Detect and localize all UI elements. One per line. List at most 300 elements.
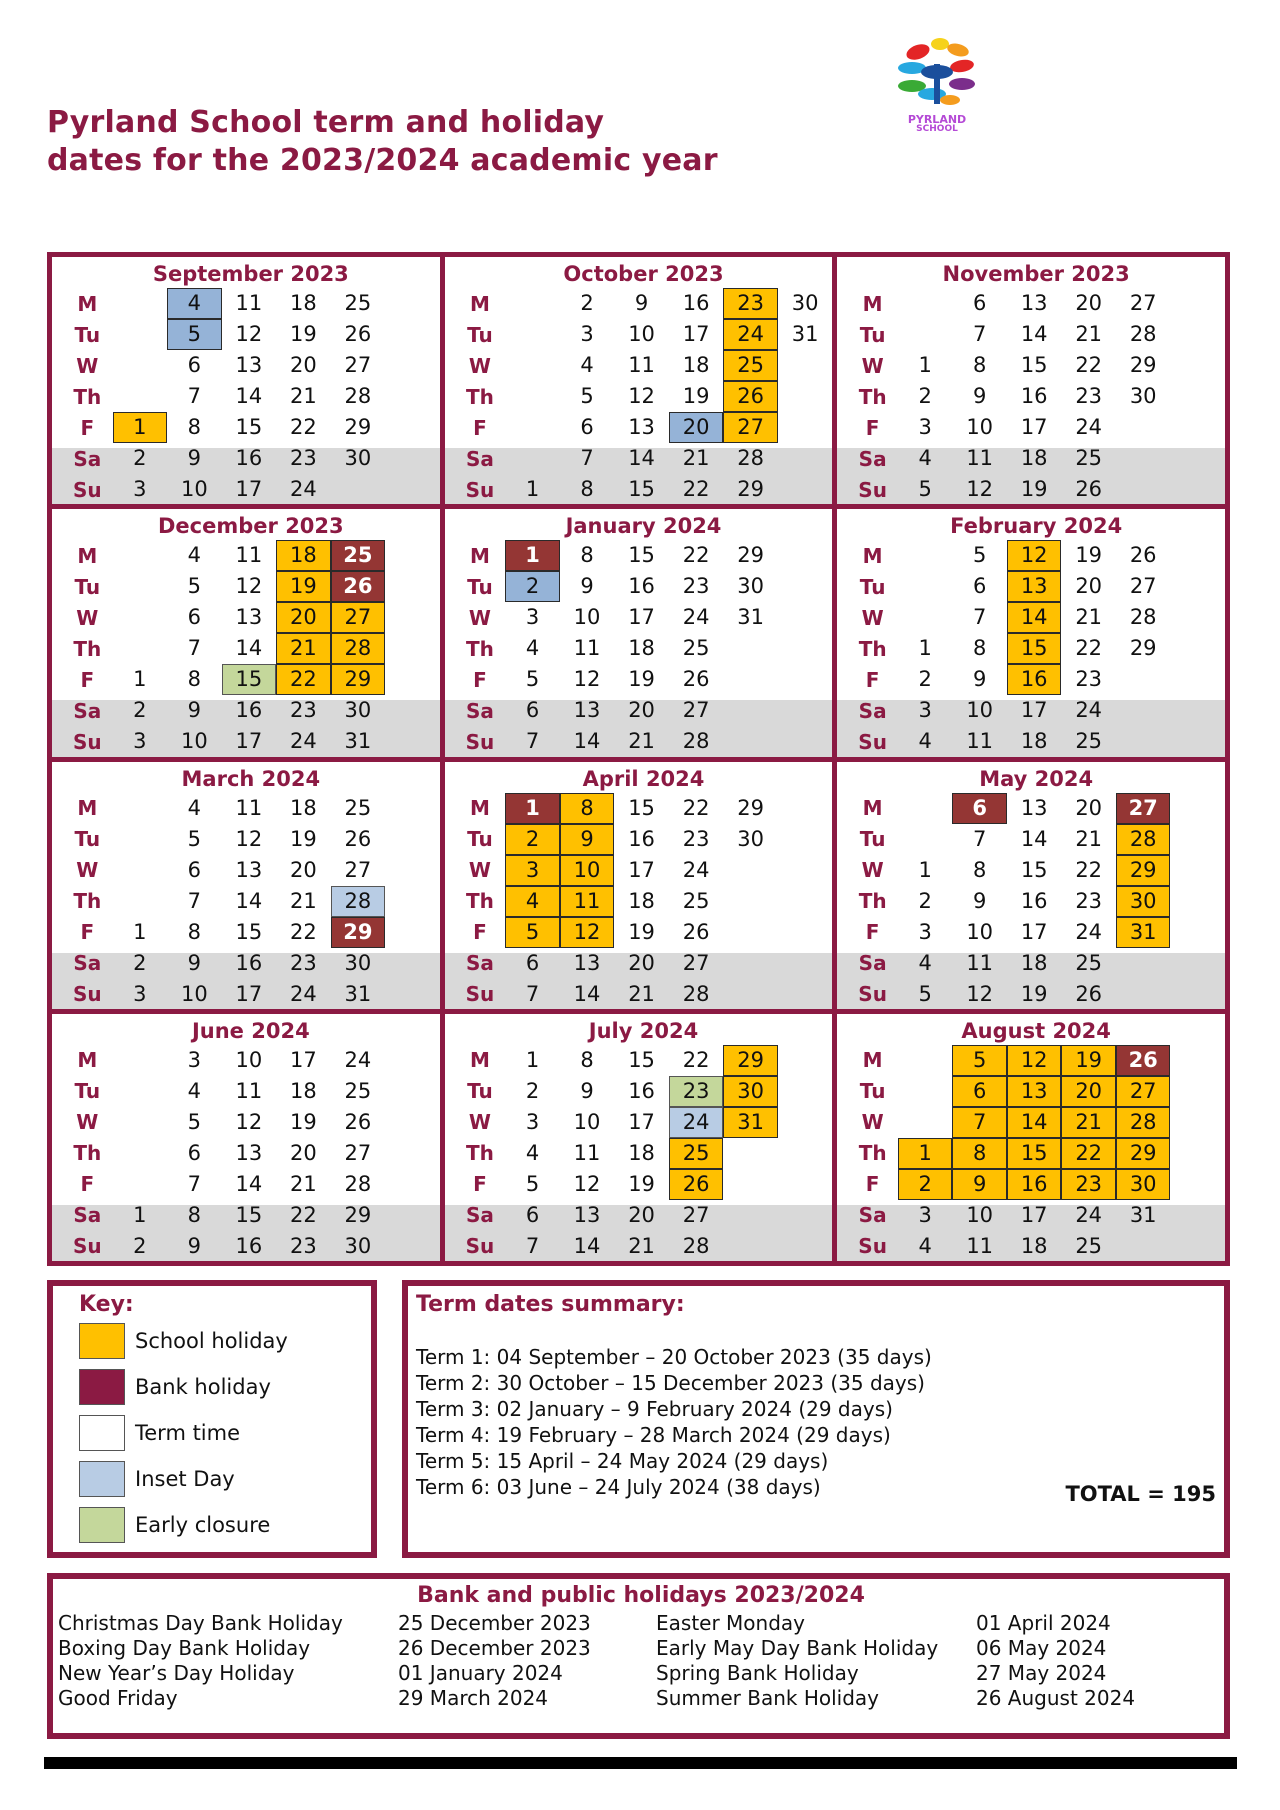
day-label: Sa [466,1203,494,1228]
empty-cell [505,412,560,443]
empty-cell [1116,443,1171,474]
date-cell: 26 [1129,543,1157,568]
month-block [52,762,440,1009]
week-day-row [445,571,833,602]
empty-cell [723,886,778,917]
week-day-row [52,695,440,726]
day-label: M [77,796,98,820]
date-cell: 3 [505,855,560,886]
date-cell: 30 [344,1233,372,1258]
week-day-row [52,855,440,886]
date-cell: 12 [573,1171,601,1196]
date-cell: 15 [222,664,277,695]
empty-cell [385,443,440,474]
week-day-row [52,1200,440,1231]
day-label: Th [73,636,102,661]
date-cell: 8 [973,636,987,661]
date-cell: 1 [898,1138,953,1169]
empty-cell [331,474,386,504]
date-cell: 1 [133,919,147,944]
date-cell: 8 [187,919,202,944]
empty-cell [113,1169,168,1200]
date-cell: 12 [235,574,263,599]
date-cell: 21 [289,384,317,408]
date-cell: 18 [289,795,317,820]
date-cell: 10 [180,477,208,501]
date-cell: 3 [918,415,932,439]
date-cell: 10 [628,322,655,346]
empty-cell [723,1231,778,1261]
date-cell: 7 [525,1233,540,1258]
date-cell: 17 [1020,698,1048,723]
date-cell: 23 [1075,667,1103,692]
month-title: July 2024 [588,1018,699,1043]
day-label: M [862,291,883,316]
holiday-name: Christmas Day Bank Holiday [58,1611,343,1635]
empty-cell [113,288,168,319]
term-line: Term 4: 19 February – 28 March 2024 (29 days) [416,1423,891,1447]
week-day-row [837,1107,1225,1138]
empty-cell [505,288,560,319]
holiday-name: New Year’s Day Holiday [58,1661,295,1685]
date-cell: 3 [918,1202,932,1227]
date-cell: 11 [573,1140,601,1165]
date-cell: 7 [187,636,202,661]
empty-cell [778,824,832,855]
date-cell: 17 [628,1109,655,1134]
empty-cell [1116,948,1171,979]
date-cell: 14 [628,446,655,470]
date-cell: 19 [289,826,317,851]
date-cell: 25 [331,540,386,571]
date-cell: 1 [525,1047,540,1072]
week-day-row [837,1169,1225,1200]
date-cell: 26 [1075,981,1103,1006]
color-swatch [79,1461,125,1497]
week-day-row [445,1107,833,1138]
date-cell: 5 [952,1045,1007,1076]
date-cell: 22 [289,919,317,944]
empty-cell [723,979,778,1009]
date-cell: 24 [289,981,317,1006]
tree-logo-icon [882,34,992,112]
date-cell: 10 [573,1109,601,1134]
date-cell: 10 [966,415,994,439]
date-cell: 27 [344,857,372,882]
date-cell: 15 [235,919,263,944]
term-list [416,1344,1224,1500]
week-day-row [52,540,440,571]
empty-cell [385,1138,440,1169]
date-cell: 21 [628,981,655,1006]
date-cell: 24 [669,1107,724,1138]
empty-cell [1170,412,1225,443]
empty-cell [1170,474,1225,504]
empty-cell [898,571,953,602]
date-cell: 11 [560,886,615,917]
footer-bar [44,1757,1237,1769]
date-cell: 25 [723,350,778,381]
date-cell: 16 [628,1078,655,1103]
date-cell: 22 [682,477,710,501]
date-cell: 4 [525,636,540,661]
date-cell: 14 [573,729,601,754]
term-line: Term 5: 15 April – 24 May 2024 (29 days) [416,1449,829,1473]
date-cell: 14 [235,384,263,408]
empty-cell [113,824,168,855]
date-cell: 24 [682,605,710,630]
date-cell: 13 [1020,795,1048,820]
date-cell: 29 [737,795,764,820]
key-label: School holiday [135,1329,288,1353]
week-day-row [445,917,833,948]
empty-cell [723,695,778,726]
day-label: W [76,353,99,378]
date-cell: 24 [1075,415,1103,439]
date-cell: 12 [1007,1045,1062,1076]
week-day-row [445,1169,833,1200]
empty-cell [1170,1200,1225,1231]
term-summary-panel [402,1280,1230,1558]
date-cell: 19 [1061,1045,1116,1076]
empty-cell [1170,350,1225,381]
day-label: W [468,858,491,882]
date-cell: 4 [187,795,202,820]
day-label: Sa [466,951,494,975]
date-cell: 20 [628,950,655,975]
date-cell: 4 [918,1233,932,1258]
date-cell: 12 [235,826,263,851]
week-day-row [445,1076,833,1107]
empty-cell [1170,979,1225,1009]
day-label: M [77,543,98,568]
date-cell: 14 [1020,322,1048,346]
date-cell: 8 [973,857,987,882]
calendar-grid [47,252,1230,1266]
month-block [52,509,440,756]
month-block [837,1014,1225,1261]
day-label: Sa [858,446,887,471]
date-cell: 20 [289,353,317,377]
empty-cell [385,474,440,504]
term-line: Term 3: 02 January – 9 February 2024 (29 days) [416,1397,893,1421]
day-label: Tu [859,322,886,347]
bank-holidays-panel [47,1573,1230,1739]
empty-cell [385,1231,440,1261]
empty-cell [778,412,832,443]
date-cell: 27 [1129,574,1157,599]
date-cell: 16 [628,574,655,599]
day-label: Sa [466,698,494,723]
empty-cell [113,1138,168,1169]
date-cell: 8 [187,667,202,692]
date-cell: 30 [791,291,819,315]
day-label: F [473,920,487,944]
empty-cell [113,886,168,917]
date-cell: 31 [344,981,372,1006]
day-label: Sa [858,1203,887,1228]
date-cell: 15 [628,1047,655,1072]
date-cell: 13 [1020,291,1048,315]
week-day-row [52,474,440,504]
empty-cell [778,1107,832,1138]
date-cell: 6 [973,574,987,599]
empty-cell [113,319,168,350]
date-cell: 18 [289,291,317,315]
empty-cell [1170,1138,1225,1169]
empty-cell [1116,1231,1171,1261]
date-cell: 1 [918,353,932,377]
empty-cell [778,1231,832,1261]
date-cell: 7 [973,826,987,851]
term-line: Term 2: 30 October – 15 December 2023 (35 days) [416,1371,925,1395]
empty-cell [505,319,560,350]
day-label: Su [858,477,887,502]
date-cell: 13 [235,605,263,630]
key-list [79,1318,371,1548]
week-day-row [52,633,440,664]
day-label: Th [858,636,887,661]
date-cell: 21 [1075,826,1103,851]
empty-cell [778,979,832,1009]
week-day-row [837,412,1225,443]
date-cell: 16 [1020,384,1048,408]
date-cell: 31 [791,322,819,346]
title-line-1: Pyrland School term and holiday [47,105,605,140]
date-cell: 6 [580,415,594,439]
date-cell: 23 [723,288,778,319]
date-cell: 10 [180,729,208,754]
date-cell: 10 [966,919,994,944]
day-label: Tu [467,322,493,347]
key-label: Early closure [135,1513,271,1537]
day-label: F [80,667,95,692]
date-cell: 25 [1075,446,1103,470]
week-day-row [52,1231,440,1261]
holiday-date: 26 December 2023 [398,1636,591,1660]
day-label: W [468,353,491,378]
date-cell: 5 [167,319,222,350]
date-cell: 17 [1020,415,1048,439]
date-cell: 27 [1129,291,1157,315]
date-cell: 19 [289,1109,317,1134]
day-label: Tu [74,574,101,599]
date-cell: 26 [1116,1045,1171,1076]
date-cell: 12 [1007,540,1062,571]
date-cell: 20 [669,412,724,443]
empty-cell [385,412,440,443]
bank-holidays-title: Bank and public holidays 2023/2024 [417,1583,865,1608]
date-cell: 2 [133,446,147,470]
date-cell: 11 [966,729,994,754]
date-cell: 13 [628,415,655,439]
date-cell: 16 [235,950,263,975]
date-cell: 12 [235,1109,263,1134]
empty-cell [1116,979,1171,1009]
empty-cell [778,540,832,571]
empty-cell [1170,633,1225,664]
holiday-name: Spring Bank Holiday [656,1661,859,1685]
date-cell: 6 [187,857,202,882]
empty-cell [778,1076,832,1107]
day-label: M [862,543,883,568]
week-day-row [445,540,833,571]
key-item [79,1410,371,1456]
date-cell: 26 [344,322,372,346]
week-day-row [837,793,1225,824]
date-cell: 6 [187,1140,202,1165]
date-cell: 9 [952,1169,1007,1200]
day-label: W [861,353,884,378]
week-day-row [445,633,833,664]
date-cell: 8 [580,543,594,568]
empty-cell [898,1076,953,1107]
empty-cell [778,695,832,726]
day-label: Th [73,889,102,913]
date-cell: 17 [1020,919,1048,944]
date-cell: 8 [560,793,615,824]
day-label: Su [465,477,495,502]
date-cell: 9 [973,888,987,913]
empty-cell [385,571,440,602]
empty-cell [113,1076,168,1107]
date-cell: 11 [235,543,263,568]
date-cell: 28 [344,1171,372,1196]
date-cell: 11 [573,636,601,661]
date-cell: 23 [289,446,317,470]
date-cell: 29 [344,1202,372,1227]
week-day-row [837,855,1225,886]
date-cell: 20 [276,602,331,633]
day-label: Tu [74,322,101,347]
date-cell: 9 [634,291,649,315]
week-day-row [52,602,440,633]
date-cell: 28 [1116,824,1171,855]
empty-cell [385,319,440,350]
week-day-row [837,979,1225,1009]
date-cell: 14 [235,1171,263,1196]
week-day-row [445,793,833,824]
color-swatch [79,1507,125,1543]
date-cell: 3 [187,1047,202,1072]
date-cell: 22 [1075,353,1103,377]
date-cell: 11 [966,1233,994,1258]
day-label: Th [858,1141,887,1166]
week-day-row [52,571,440,602]
date-cell: 14 [573,1233,601,1258]
empty-cell [1116,726,1171,756]
empty-cell [385,1076,440,1107]
date-cell: 9 [973,384,987,408]
empty-cell [1116,664,1171,695]
date-cell: 25 [682,888,710,913]
date-cell: 13 [1007,571,1062,602]
date-cell: 9 [580,574,594,599]
week-day-row [837,695,1225,726]
date-cell: 16 [628,826,655,851]
week-day-row [445,1138,833,1169]
date-cell: 5 [525,667,540,692]
date-cell: 2 [898,1169,953,1200]
holiday-date: 01 April 2024 [976,1611,1111,1635]
date-cell: 17 [628,605,655,630]
empty-cell [1170,726,1225,756]
date-cell: 21 [289,1171,317,1196]
date-cell: 30 [344,446,372,470]
empty-cell [898,824,953,855]
empty-cell [385,540,440,571]
date-cell: 2 [133,698,147,723]
date-cell: 13 [573,950,601,975]
day-label: M [77,291,98,316]
date-cell: 23 [669,1076,724,1107]
day-label: W [468,1110,491,1135]
date-cell: 12 [235,322,263,346]
date-cell: 2 [133,950,147,975]
date-cell: 8 [952,1138,1007,1169]
date-cell: 9 [580,1078,594,1103]
date-cell: 30 [1116,1169,1171,1200]
date-cell: 27 [1116,793,1171,824]
title-line-2: dates for the 2023/2024 academic year [47,143,718,178]
empty-cell [1170,1169,1225,1200]
empty-cell [1170,1076,1225,1107]
week-day-row [445,1045,833,1076]
date-cell: 14 [1007,602,1062,633]
day-label: W [468,605,491,630]
day-label: M [470,1048,490,1073]
date-cell: 30 [344,698,372,723]
date-cell: 29 [737,477,764,501]
date-cell: 25 [344,1078,372,1103]
date-cell: 11 [235,795,263,820]
date-cell: 4 [187,1078,202,1103]
week-day-row [52,824,440,855]
date-cell: 6 [952,1076,1007,1107]
date-cell: 11 [628,353,655,377]
empty-cell [1170,602,1225,633]
date-cell: 7 [973,322,987,346]
empty-cell [385,381,440,412]
empty-cell [385,695,440,726]
day-label: F [865,1172,880,1197]
week-day-row [52,886,440,917]
day-label: Tu [467,827,493,851]
day-label: F [80,415,95,440]
date-cell: 16 [1007,1169,1062,1200]
date-cell: 10 [966,1202,994,1227]
week-day-row [445,664,833,695]
date-cell: 23 [1061,1169,1116,1200]
date-cell: 27 [344,1140,372,1165]
empty-cell [898,1107,953,1138]
empty-cell [385,350,440,381]
week-day-row [445,381,833,412]
month-block [837,509,1225,756]
date-cell: 3 [133,981,147,1006]
week-day-row [837,602,1225,633]
date-cell: 19 [289,322,317,346]
date-cell: 22 [682,1047,710,1072]
week-day-row [837,571,1225,602]
date-cell: 13 [573,1202,601,1227]
date-cell: 7 [187,384,202,408]
empty-cell [113,571,168,602]
month-title: October 2023 [563,262,724,286]
date-cell: 19 [276,571,331,602]
month-title: January 2024 [565,514,722,539]
empty-cell [385,824,440,855]
